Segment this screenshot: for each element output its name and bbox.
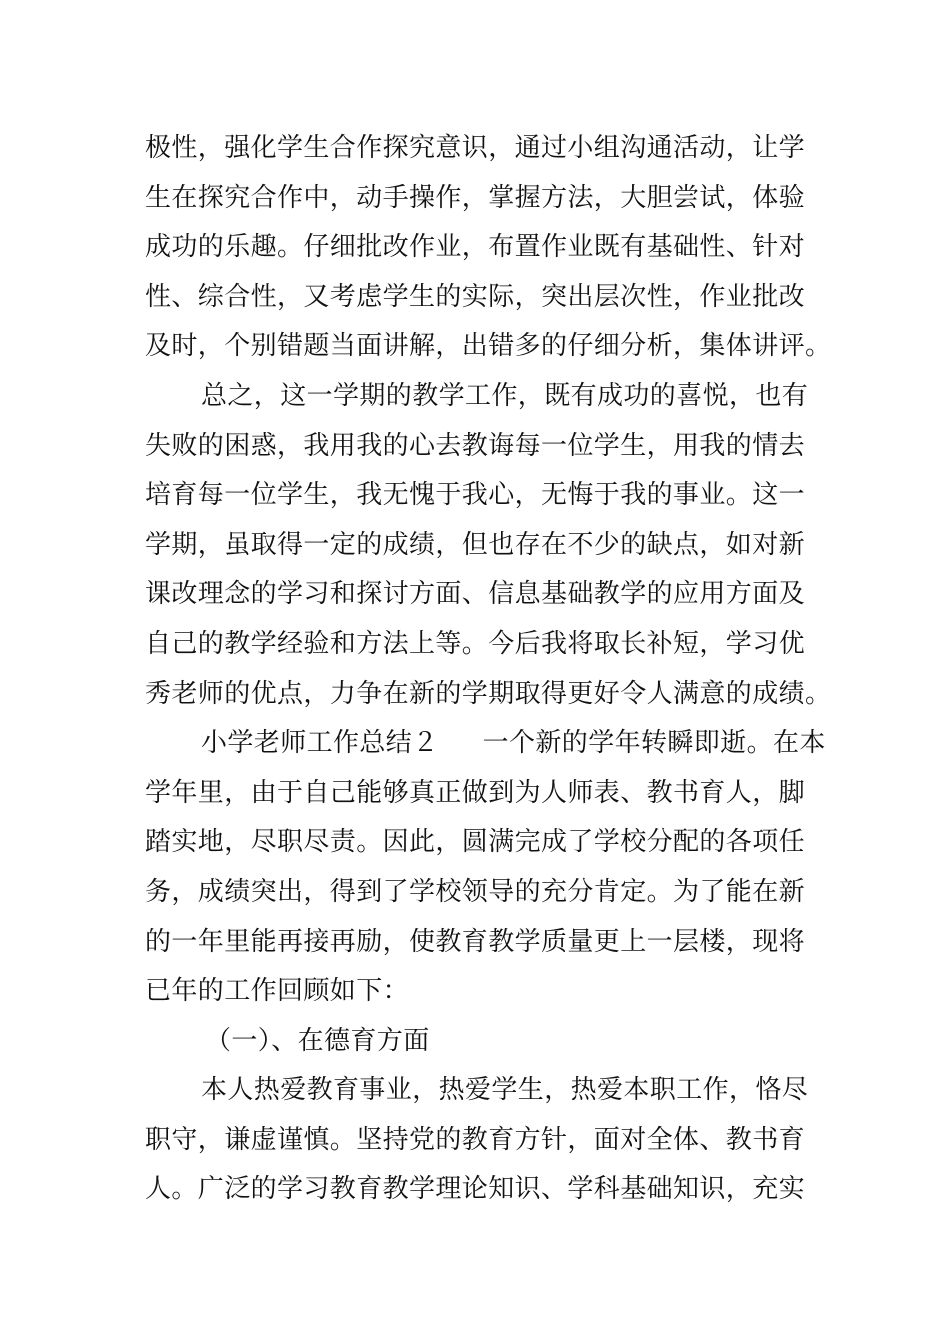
text-line: 及时，个别错题当面讲解，出错多的仔细分析，集体讲评。 — [145, 331, 832, 362]
subheading-line: （一）、在德育方面 — [205, 1025, 430, 1056]
text-line: 性、综合性，又考虑学生的实际，突出层次性，作业批改 — [145, 281, 806, 312]
text-line: 人。广泛的学习教育教学理论知识、学科基础知识，充实 — [145, 1174, 806, 1205]
section-title: 小学老师工作总结２ — [201, 728, 439, 759]
text-line: 失败的困惑，我用我的心去教诲每一位学生，用我的情去 — [145, 430, 806, 461]
document-body — [145, 124, 832, 1215]
text-line: 培育每一位学生，我无愧于我心，无悔于我的事业。这一 — [145, 480, 806, 511]
text-line: 极性，强化学生合作探究意识，通过小组沟通活动，让学 — [145, 133, 806, 163]
text-line: 务，成绩突出，得到了学校领导的充分肯定。为了能在新 — [145, 876, 806, 907]
paragraph-start-line: 本人热爱教育事业，热爱学生，热爱本职工作，恪尽 — [201, 1075, 809, 1106]
paragraph-start-line: 总之，这一学期的教学工作，既有成功的喜悦，也有 — [201, 380, 809, 411]
section-heading-line — [145, 719, 826, 769]
text-line: 的一年里能再接再励，使教育教学质量更上一层楼，现将 — [145, 926, 806, 957]
text-line: 踏实地，尽职尽责。因此，圆满完成了学校分配的各项任 — [145, 827, 806, 858]
text-line: 学年里，由于自己能够真正做到为人师表、教书育人，脚 — [145, 777, 806, 808]
section-intro: 一个新的学年转瞬即逝。在本 — [482, 728, 826, 759]
text-line: 已年的工作回顾如下： — [145, 976, 410, 1007]
text-line: 生在探究合作中，动手操作，掌握方法，大胆尝试，体验 — [145, 182, 806, 213]
text-line: 成功的乐趣。仔细批改作业，布置作业既有基础性、针对 — [145, 232, 806, 263]
text-line: 自己的教学经验和方法上等。今后我将取长补短，学习优 — [145, 628, 806, 659]
text-line: 秀老师的优点，力争在新的学期取得更好令人满意的成绩。 — [145, 678, 832, 709]
text-line: 职守，谦虚谨慎。坚持党的教育方针，面对全体、教书育 — [145, 1124, 806, 1155]
text-line: 学期，虽取得一定的成绩，但也存在不少的缺点，如对新 — [145, 529, 806, 560]
text-line: 课改理念的学习和探讨方面、信息基础教学的应用方面及 — [145, 579, 806, 610]
